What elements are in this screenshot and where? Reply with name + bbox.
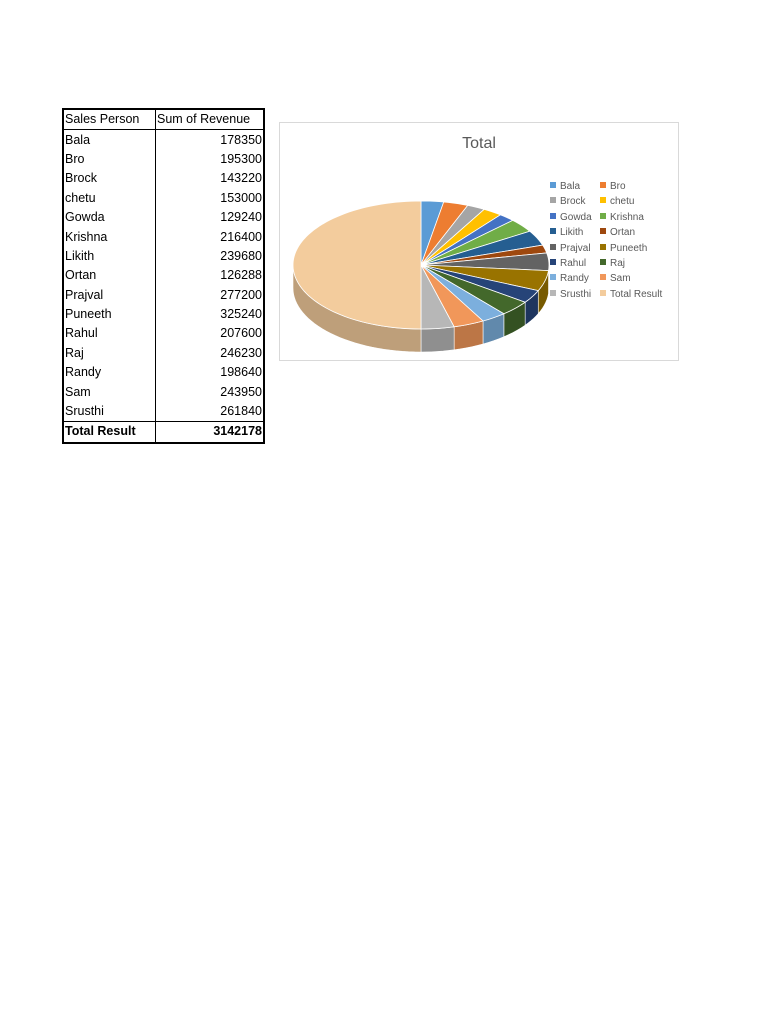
legend-item	[600, 212, 644, 224]
table-row	[63, 363, 264, 382]
legend-label: Rahul	[560, 258, 587, 269]
legend-label: Puneeth	[610, 242, 648, 254]
legend-item	[600, 196, 634, 208]
legend-swatch	[600, 259, 606, 265]
revenue-cell: 129240	[220, 210, 262, 225]
pie-slice-side	[421, 327, 454, 352]
legend-item	[550, 243, 591, 255]
legend-swatch	[550, 290, 556, 296]
pivot-table	[62, 108, 265, 444]
revenue-cell: 246230	[220, 345, 262, 360]
sales-person-cell: Raj	[63, 344, 156, 363]
legend-label: Sam	[610, 273, 631, 285]
sales-person-cell: chetu	[63, 189, 156, 208]
legend-item	[550, 212, 592, 224]
table-row	[63, 208, 264, 227]
table-row	[63, 189, 264, 208]
table-row	[63, 266, 264, 285]
revenue-cell: 195300	[220, 151, 262, 166]
legend-item	[600, 227, 635, 239]
legend-item	[600, 289, 662, 301]
revenue-cell: 126288	[220, 268, 262, 283]
sales-person-cell: Ortan	[63, 266, 156, 285]
revenue-cell: 178350	[220, 132, 262, 147]
total-row	[63, 422, 264, 443]
legend-label: Srusthi	[560, 288, 592, 300]
total-label: Total Result	[63, 422, 156, 443]
legend-item	[600, 273, 631, 285]
header-sum-of-revenue: Sum of Revenue	[156, 109, 265, 130]
table-row	[63, 382, 264, 401]
legend-swatch	[550, 228, 556, 234]
table-row	[63, 227, 264, 246]
table-row	[63, 402, 264, 422]
legend-label: Likith	[560, 227, 584, 239]
legend-item	[550, 196, 586, 208]
legend-item	[550, 227, 583, 239]
legend-swatch	[600, 244, 606, 250]
revenue-cell: 261840	[220, 404, 262, 419]
sales-person-cell: Sam	[63, 382, 156, 401]
table-header-row	[63, 109, 264, 130]
revenue-cell: 239680	[220, 248, 262, 263]
legend-item	[600, 258, 625, 270]
legend-label: Ortan	[610, 227, 636, 239]
table-row	[63, 169, 264, 188]
sales-person-cell: Puneeth	[63, 305, 156, 324]
legend-swatch	[600, 182, 606, 188]
legend-item	[550, 273, 589, 285]
table-row	[63, 286, 264, 305]
legend-label: Randy	[560, 273, 589, 285]
sales-person-cell: Randy	[63, 363, 156, 382]
table-row	[63, 344, 264, 363]
legend-label: Raj	[610, 258, 626, 269]
total-value: 3142178	[156, 422, 265, 443]
legend-swatch	[550, 244, 556, 250]
legend-label: chetu	[610, 196, 635, 208]
legend-label: Brock	[560, 196, 586, 208]
legend-label: Gowda	[560, 211, 592, 223]
sales-person-cell: Srusthi	[63, 402, 156, 422]
legend-label: Bro	[610, 181, 626, 192]
sales-person-cell: Gowda	[63, 208, 156, 227]
revenue-cell: 198640	[220, 365, 262, 380]
legend-swatch	[550, 213, 556, 219]
legend-swatch	[550, 182, 556, 188]
pie-chart[interactable]	[279, 122, 679, 361]
sales-person-cell: Likith	[63, 247, 156, 266]
sales-person-cell: Bala	[63, 130, 156, 150]
revenue-cell: 143220	[220, 171, 262, 186]
sales-person-cell: Bro	[63, 150, 156, 169]
revenue-cell: 216400	[220, 229, 262, 244]
revenue-cell: 277200	[220, 287, 262, 302]
legend-swatch	[600, 290, 606, 296]
table-row	[63, 324, 264, 343]
legend-label: Bala	[560, 181, 581, 192]
legend-swatch	[550, 274, 556, 280]
legend-swatch	[600, 213, 606, 219]
table-row	[63, 150, 264, 169]
legend-swatch	[550, 259, 556, 265]
revenue-cell: 207600	[220, 326, 262, 341]
chart-title: Total	[462, 135, 496, 152]
table-row	[63, 130, 264, 150]
legend-swatch	[600, 197, 606, 203]
sales-person-cell: Prajval	[63, 286, 156, 305]
legend-item	[600, 243, 647, 255]
legend-label: Krishna	[610, 211, 644, 223]
sales-person-cell: Rahul	[63, 324, 156, 343]
legend-swatch	[600, 228, 606, 234]
legend-label: Total Result	[610, 288, 663, 300]
revenue-cell: 325240	[220, 307, 262, 322]
legend-label: Prajval	[560, 242, 591, 254]
legend-item	[550, 258, 586, 270]
legend-item	[550, 181, 580, 193]
table-row	[63, 305, 264, 324]
sales-person-cell: Brock	[63, 169, 156, 188]
header-sales-person: Sales Person	[63, 109, 156, 130]
legend-item	[550, 289, 591, 301]
legend-item	[600, 181, 626, 193]
sales-person-cell: Krishna	[63, 227, 156, 246]
legend-swatch	[600, 274, 606, 280]
pie-chart-plot	[280, 123, 678, 360]
legend-swatch	[550, 197, 556, 203]
table-row	[63, 247, 264, 266]
revenue-cell: 153000	[220, 190, 262, 205]
revenue-cell: 243950	[220, 384, 262, 399]
